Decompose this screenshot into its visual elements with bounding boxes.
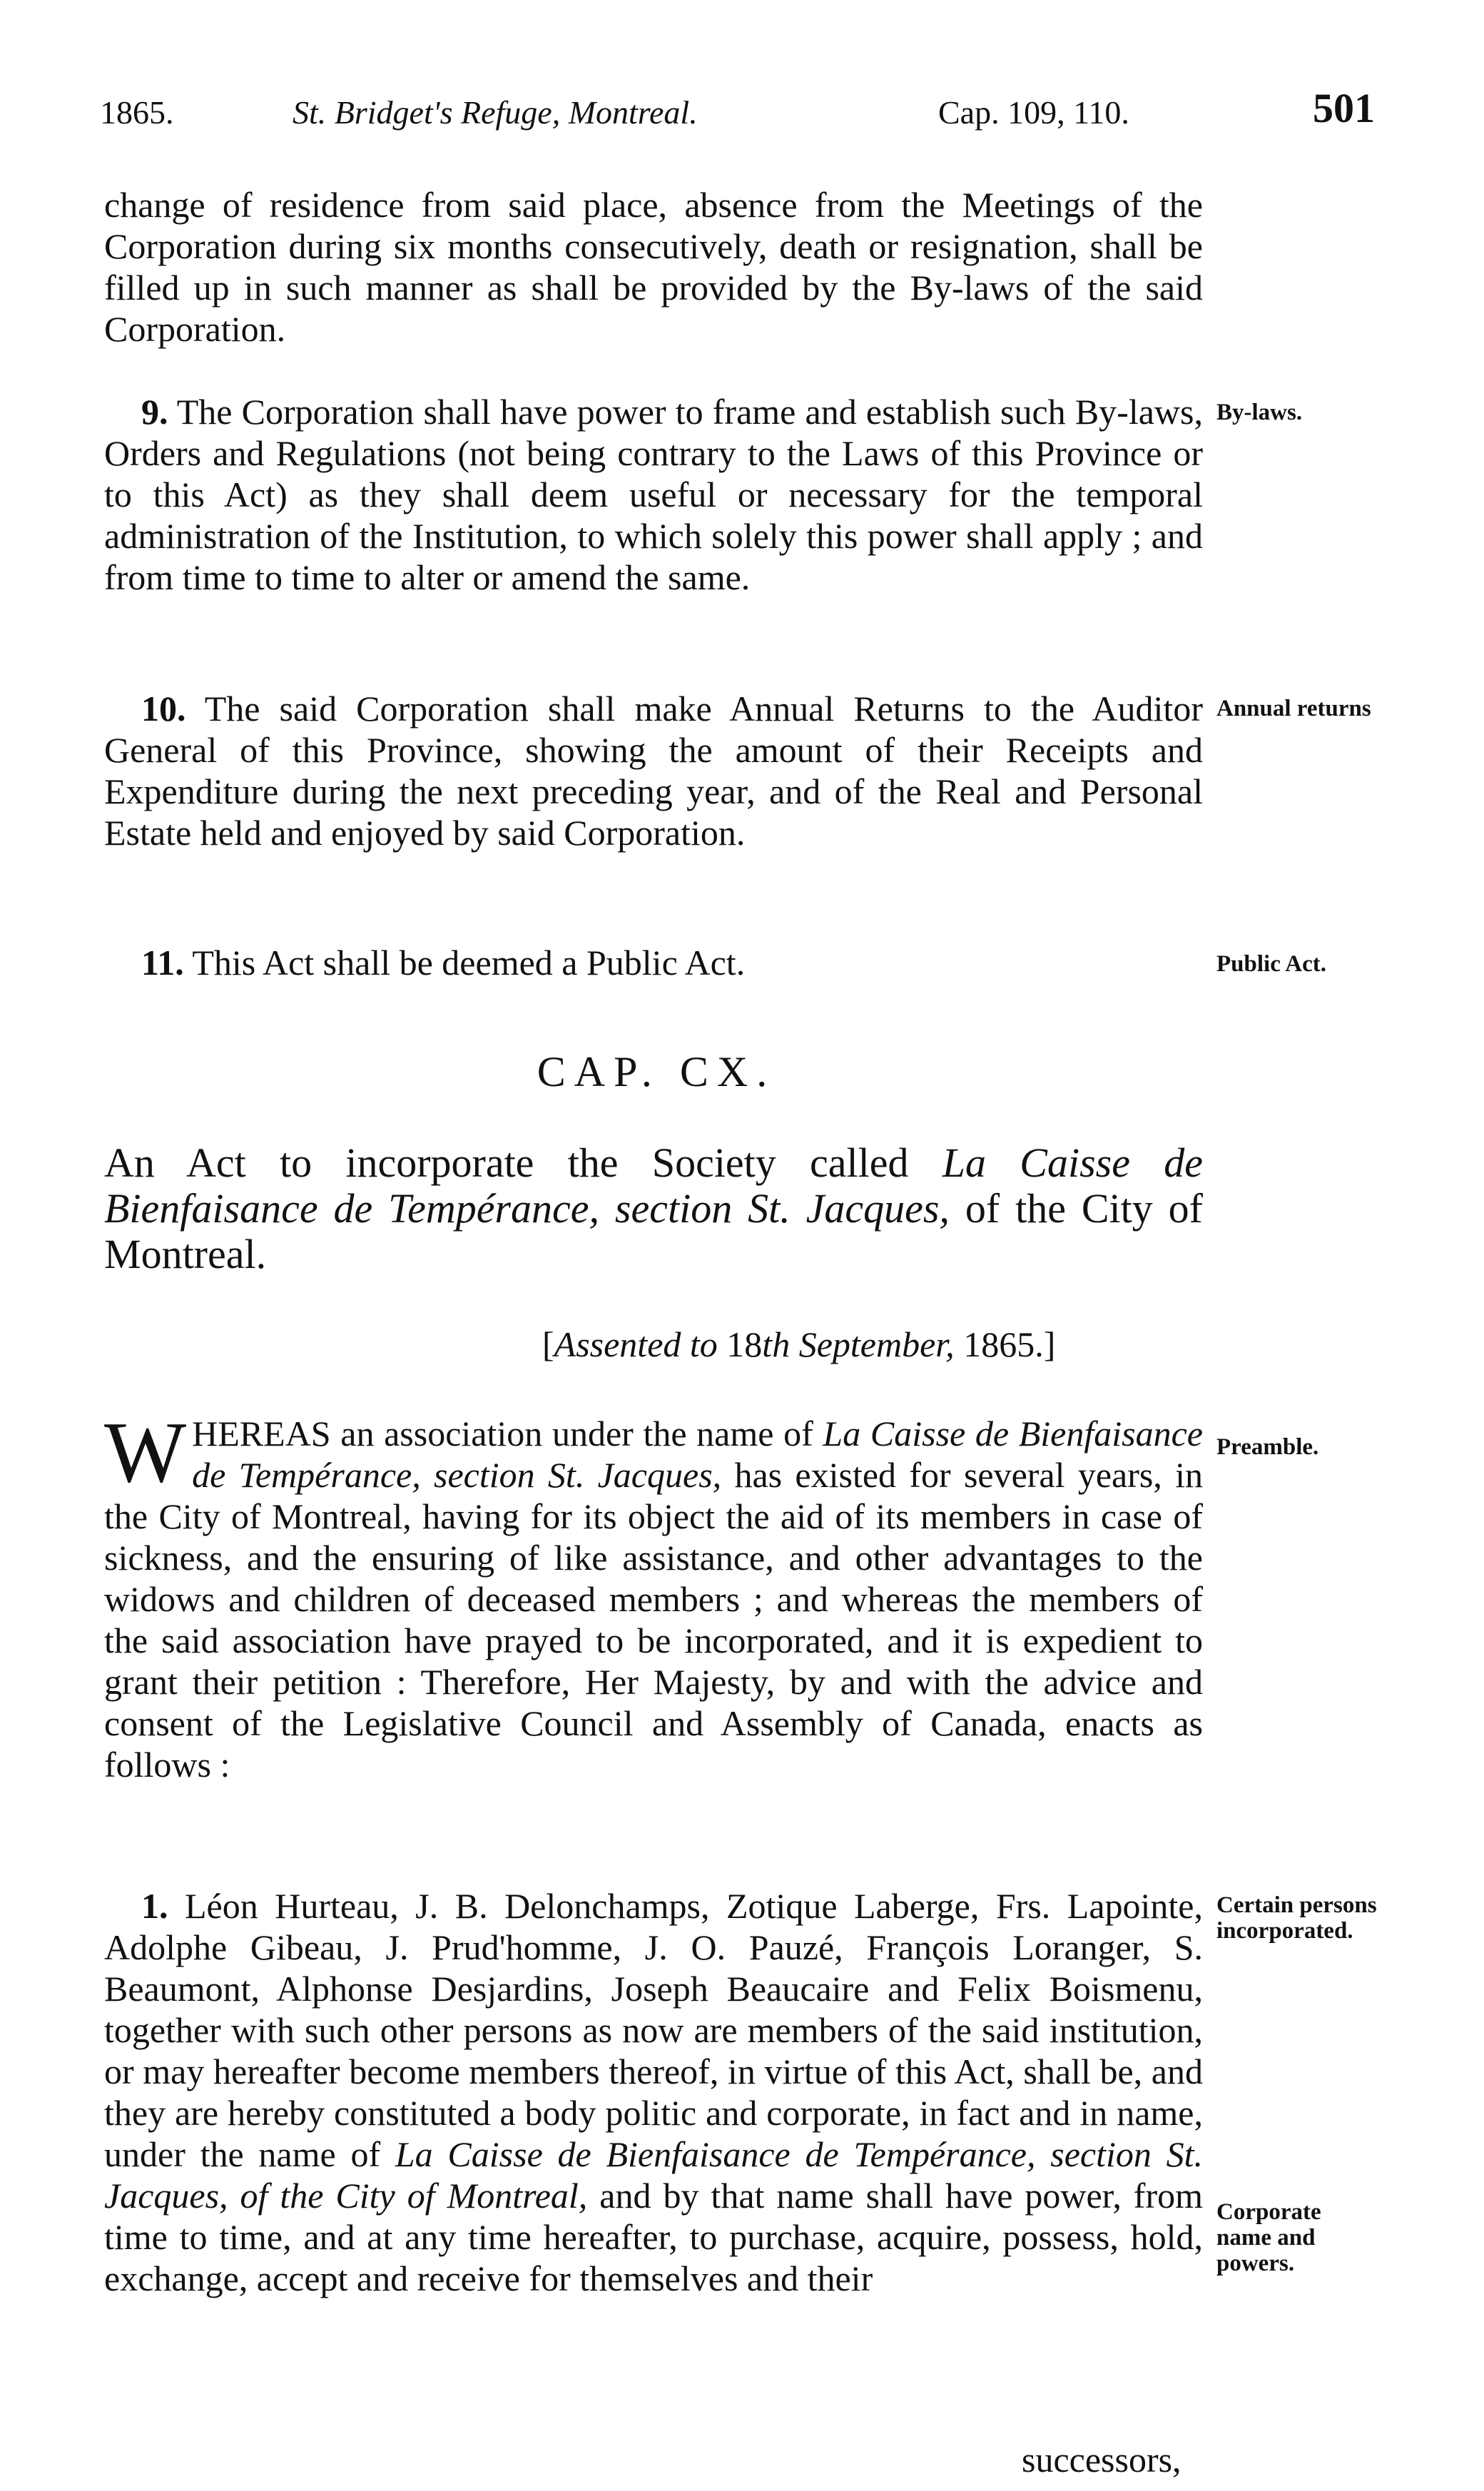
assent-line [542,1324,1055,1365]
assent-year: 1865.] [963,1324,1056,1364]
continuation-paragraph [104,184,1203,350]
assent-day: 18 [726,1324,763,1364]
section-9-text: The Corporation shall have power to frame and establish such By-laws, Orders and Regulations (not being contrary to the Laws of this Province or to this Act) as they shall deem useful or necessary for the temporal administration of the Institution, to which solely this power shall apply ; and from time to time to alter or amend the same. [104,392,1203,597]
section-9-number: 9. [141,392,168,432]
section-11 [104,942,1203,983]
chapter-heading: CAP. CX. [537,1048,776,1095]
preamble-lead: HEREAS an association under the name of [192,1414,813,1453]
section-1-text-a: Léon Hurteau, J. B. Delonchamps, Zotique Laberge, Frs. Lapointe, Adolphe Gibeau, J. Prud'homme, J. O. Pauzé, François Loranger, S. Beaumont, Alphonse Desjardins, Joseph Beaucaire and Felix Boismenu, together with such other persons as now are members of the said institution, or may hereafter become members thereof, in virtue of this Act, shall be, and they are hereby constituted a body politic and corporate, in fact and in name, under the name of [104,1886,1203,2174]
section-1-society-name: La Caisse de Bienfaisance de Tempérance, section St. Jacques, of the City of Montreal, [104,2134,1204,2216]
catchword: successors, [1022,2440,1181,2480]
preamble [104,1404,1203,1785]
header-year: 1865. [100,94,174,131]
act-title-suffix: of the City of Montreal. [104,1185,1203,1277]
assent-month: th September, [762,1324,955,1364]
section-11-number: 11. [141,943,184,983]
assent-label: Assented to [554,1324,718,1364]
preamble-society-name: La Caisse de Bienfaisance de Tempérance, section St. Jacques, [192,1414,1203,1495]
section-1-number: 1. [141,1886,168,1926]
running-header [100,85,1420,134]
header-chapter: Cap. 109, 110. [938,94,1129,131]
header-title: St. Bridget's Refuge, Montreal. [293,94,698,131]
continuation-text: change of residence from said place, absence from the Meetings of the Corporation during six months consecutively, death or resignation, shall be filled up in such manner as shall be provided by the By-laws of the said Corporation. [104,185,1203,349]
section-10 [104,688,1203,853]
section-9 [104,391,1203,598]
section-10-number: 10. [141,689,186,729]
margin-note-preamble: Preamble. [1216,1434,1319,1460]
preamble-text: has existed for several years, in the City of Montreal, having for its object the aid of its members in case of sickness, and the ensuring of like assistance, and other advantages to the widows and children of deceased members ; and whereas the members of the said association have prayed to be incorporated, and it is expedient to grant their petition : Therefore, Her Majesty, by and with the advice and consent of the Legislative Council and Assembly of Canada, enacts as follows : [104,1455,1203,1785]
act-title [104,1140,1203,1277]
section-1 [104,1885,1203,2299]
margin-note-public-act: Public Act. [1216,951,1326,977]
section-11-text: This Act shall be deemed a Public Act. [192,943,746,983]
section-1-text-b: and by that name shall have power, from time to time, and at any time hereafter, to purchase, acquire, possess, hold, exchange, accept and receive for themselves and their [104,2176,1203,2298]
act-title-prefix: An Act to incorporate the Society called [104,1140,909,1186]
margin-note-by-laws: By-laws. [1216,400,1303,425]
assent-open-bracket: [ [542,1324,554,1364]
margin-note-corporate-name: Corporate name and powers. [1216,2199,1321,2276]
section-10-text: The said Corporation shall make Annual Returns to the Auditor General of this Province, showing the amount of their Receipts and Expenditure during the next preceding year, and of the Real and Personal Estate held and enjoyed by said Corporation. [104,689,1203,853]
margin-note-certain-persons: Certain persons incorporated. [1216,1892,1377,1944]
margin-note-annual-returns: Annual returns [1216,696,1371,721]
drop-cap: W [104,1404,187,1501]
act-title-society-name: La Caisse de Bienfaisance de Tempérance, section St. Jacques, [104,1140,1203,1232]
page-number: 501 [1313,85,1375,131]
